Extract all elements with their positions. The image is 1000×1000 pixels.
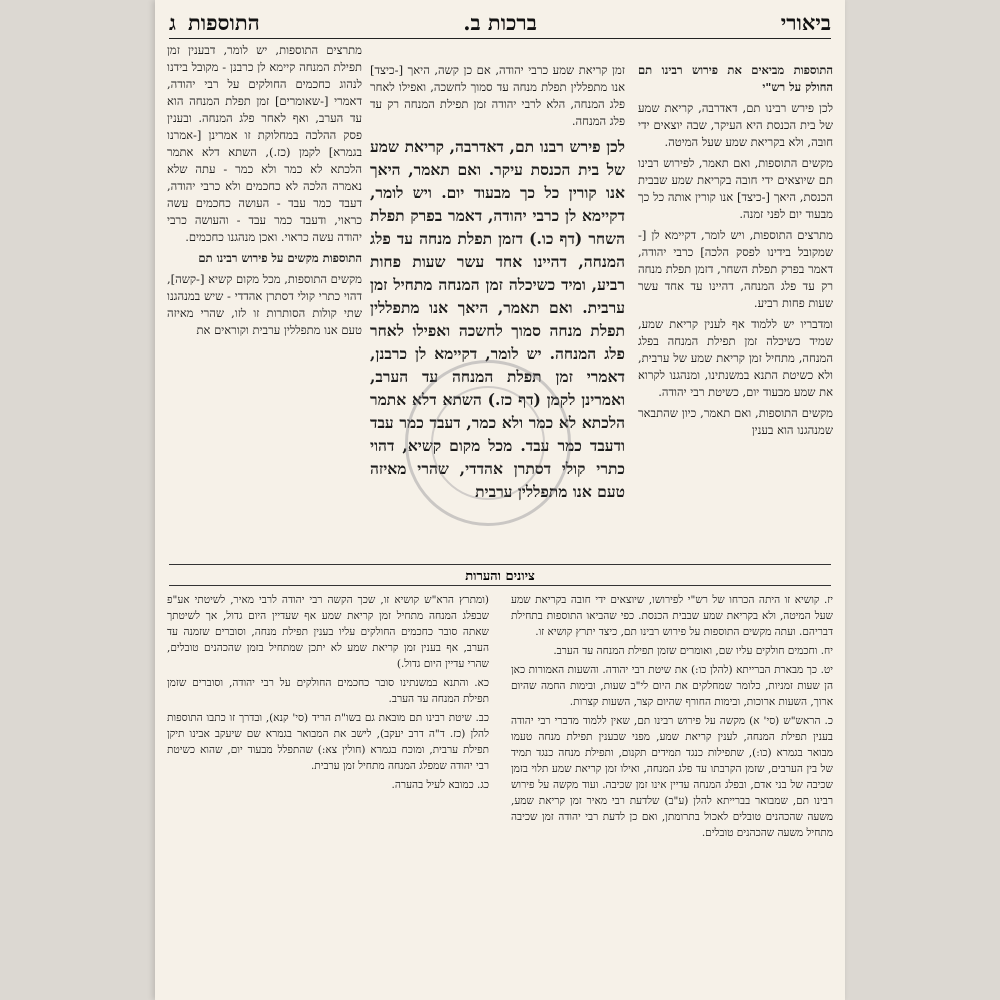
paragraph: מתרצים התוספות, יש לומר, דבענין זמן תפילת המנחה קיימא לן כרבנן - מקובל בידנו לנהוג כחכמים החולקים על רבי יהודה, דאמרי [-שאומרים] זמן תפלת המנחה הוא עד הערב, ואף לאחר פלג המנחה. ובענין פסק ההלכה במחלוקת זו אמרינן [-אמרנו בגמרא] לקמן (כז.), השתא דלא אתמר הלכתא לא כמר ולא כמר - עתה שלא נאמרה הלכה לא כחכמים ולא כרבי יהודה, דעבד כמר עבד - העושה כחכמים עשה כראוי, ודעבד כמר עבד - והעושה כרבי יהודה עשה כראוי. ואכן מנהגנו כחכמים.: [167, 43, 362, 244]
commentary-column-left: [167, 42, 362, 562]
note: יט. כך מבארת הברייתא (להלן כו:) את שיטת רבי יהודה. והשעות האמורות כאן הן שעות זמניות, כלומר שמחלקים את היום לי"ב שעות, ובימות החמה שהיום ארוך, השעות ארוכות, ובימות החורף שהיום קצר, השעות קצרות.: [511, 664, 833, 708]
paragraph: מתרצים התוספות, ויש לומר, דקיימא לן [-שמקובל בידינו לפסק הלכה] כרבי יהודה, דאמר בפרק תפלת השחר, דזמן תפלת מנחה רק עד פלג המנחה, דהיינו עד אחד עשר שעות פחות רביע.: [638, 228, 833, 310]
note: (ומתרץ הרא"ש קושיא זו, שכך הקשה רבי יהודה לרבי מאיר, לשיטתי אע"פ שבפלג המנחה מתחיל זמן קריאת שמע אף שעדיין היום גדול, אך לשיטתך שאתה סובר כחכמים החולקים עליו בענין תפילת מנחה, וסוברים שזמנה עד הערב, אף בענין זמן קריאת שמע לא יתכן שמתחיל בזמן שהכהנים טובלים, שהרי עדיין היום גדול.): [167, 594, 489, 670]
note: כא. והתנא במשנתינו סובר כחכמים החולקים על רבי יהודה, וסוברים שזמן תפילת המנחה עד הערב.: [167, 677, 489, 705]
paragraph: מקשים התוספות, ואם תאמר, כיון שהתבאר שמנהגנו הוא בענין: [638, 406, 833, 437]
running-header: [169, 6, 831, 39]
paragraph: מקשים התוספות, ואם תאמר, לפירוש רבינו תם שיוצאים ידי חובה בקריאת שמע שבבית הכנסת, היאך [-כיצד] אנו קורין אותה כל כך מבעוד יום לפני זמנה.: [638, 156, 833, 221]
paragraph: מקשים התוספות, מכל מקום קשיא [-קשה], דהוי כתרי קולי דסתרן אהדדי - שיש במנהגנו שתי קולות הסותרות זו לזו, שהרי מאיזה טעם אנו מתפללין ערבית וקוראים את: [167, 272, 362, 337]
commentary-center-top: [370, 62, 625, 127]
watermark-stamp-inner: [431, 386, 545, 500]
paragraph: התוספות מקשים על פירוש רבינו תם: [198, 251, 362, 265]
notes-title-text: ציונים והערות: [455, 569, 545, 584]
note: יז. קושיא זו היתה הכרחו של רש"י לפירושו, שיוצאים ידי חובה בקריאת שמע שעל המיטה, ולא בקריאת שמע שבבית הכנסת. כפי שהביאו התוספות בתחילת דבריהם. ועתה מקשים התוספות על פירוש רבינו תם, כיצד יתרץ קושיא זו.: [511, 594, 833, 638]
notes-column-left: [167, 592, 489, 987]
header-commentary-title: ביאורי: [780, 10, 831, 35]
note: כ. הראש"ש (סי' א) מקשה על פירוש רבינו תם, שאין ללמוד מדברי רבי יהודה בענין תפילת המנחה, לענין קריאת שמע, מפני שבענין תפילת מנחה טעמו מבואר בגמרא (כו:), שתפילות כנגד תמידים תקנום, ותפילת מנחה כנגד תמיד של בין הערבים, שזמן הקרבתו עד פלג המנחה, ואילו זמן קריאת שמע תלוי בזמן שכיבה של בני אדם, ובפלג המנחה עדיין אינו זמן שכיבה. ועוד מקשה על פירוש רבינו תם, שמבואר בברייתא להלן (ע"ב) שלדעת רבי מאיר זמן קריאת שמע, משעה שהכהנים טובלים לאכול בתרומתן, ואם כן לדעת רבי יהודה זמן שכיבה מתחיל משעה שהכהנים טובלים.: [511, 715, 833, 839]
header-left: [169, 10, 260, 36]
header-section-title: התוספות: [187, 10, 260, 35]
book-page: [155, 0, 845, 1000]
paragraph: זמן קריאת שמע כרבי יהודה, אם כן קשה, היאך [-כיצד] אנו מתפללין תפלת מנחה עד סמוך לחשכה, ואפילו לאחר פלג המנחה, הלא לרבי יהודה זמן תפילת המנחה רק עד פלג המנחה.: [370, 63, 625, 127]
notes-column-right: [511, 592, 833, 987]
main-text: לכן פירש רבנו תם, דאדרבה, קריאת שמע של בית הכנסת עיקר. ואם תאמר, היאך אנו קורין כל כך מבעוד יום. ויש לומר, דקיימא לן כרבי יהודה, דאמר בפרק תפלת השחר (דף כו.) דזמן תפלת מנחה עד פלג המנחה, דהיינו אחד עשר שעות פחות רביע, ומיד כשיכלה זמן המנחה מתחיל זמן ערבית. ואם תאמר, היאך אנו מתפללין תפלת מנחה סמוך לחשכה ואפילו לאחר פלג המנחה. יש לומר, דקיימא לן כרבנן, דאמרי זמן תפלת המנחה עד הערב, ואמרינן לקמן (דף כז.) השתא דלא אתמר הלכתא לא כמר ולא כמר, דעבד כמר עבד ודעבד כמר עבד. מכל מקום קשיא, דהוי כתרי קולי דסתרן אהדדי, שהרי מאיזה טעם אנו מתפללין ערבית: [370, 137, 625, 501]
notes-section-title: [169, 564, 831, 586]
note: כג. כמובא לעיל בהערה.: [391, 779, 489, 791]
watermark-stamp: [405, 360, 571, 526]
paragraph: התוספות מביאים את פירוש רבינו תם החולק על רש"י: [638, 63, 833, 94]
note: יח. וחכמים חולקים עליו שם, ואומרים שזמן תפילת המנחה עד הערב.: [553, 645, 833, 657]
page-number: ג: [169, 10, 176, 35]
paragraph: ומדבריו יש ללמוד אף לענין קריאת שמע, שמיד כשיכלה זמן תפילת המנחה בפלג המנחה, מתחיל זמן קריאת שמע של ערבית, ולא כשיטת התנא במשנתינו, ומנהגנו לקרוא את שמע מבעוד יום, כשיטת רבי יהודה.: [638, 317, 833, 399]
header-tractate: ברכות ב.: [463, 10, 537, 35]
commentary-column-right: [638, 62, 833, 562]
paragraph: לכן פירש רבינו תם, דאדרבה, קריאת שמע של בית הכנסת היא העיקר, שבה יוצאים ידי חובה, ולא בקריאת שמע שעל המיטה.: [638, 101, 833, 149]
note: כב. שיטת רבינו תם מובאת גם בשו"ת הריד (סי' קנא), ובדרך זו כתבו התוספות להלן (כז. ד"ה דרב יעקב), לישב את המבואר בגמרא שם שיעקב אבינו תיקן תפילת ערבית, ומוכח בגמרא (חולין צא:) שהתפלל מבעוד יום, שהוא כשיטת רבי יהודה שמפלג המנחה מתחיל זמן ערבית.: [167, 712, 489, 772]
